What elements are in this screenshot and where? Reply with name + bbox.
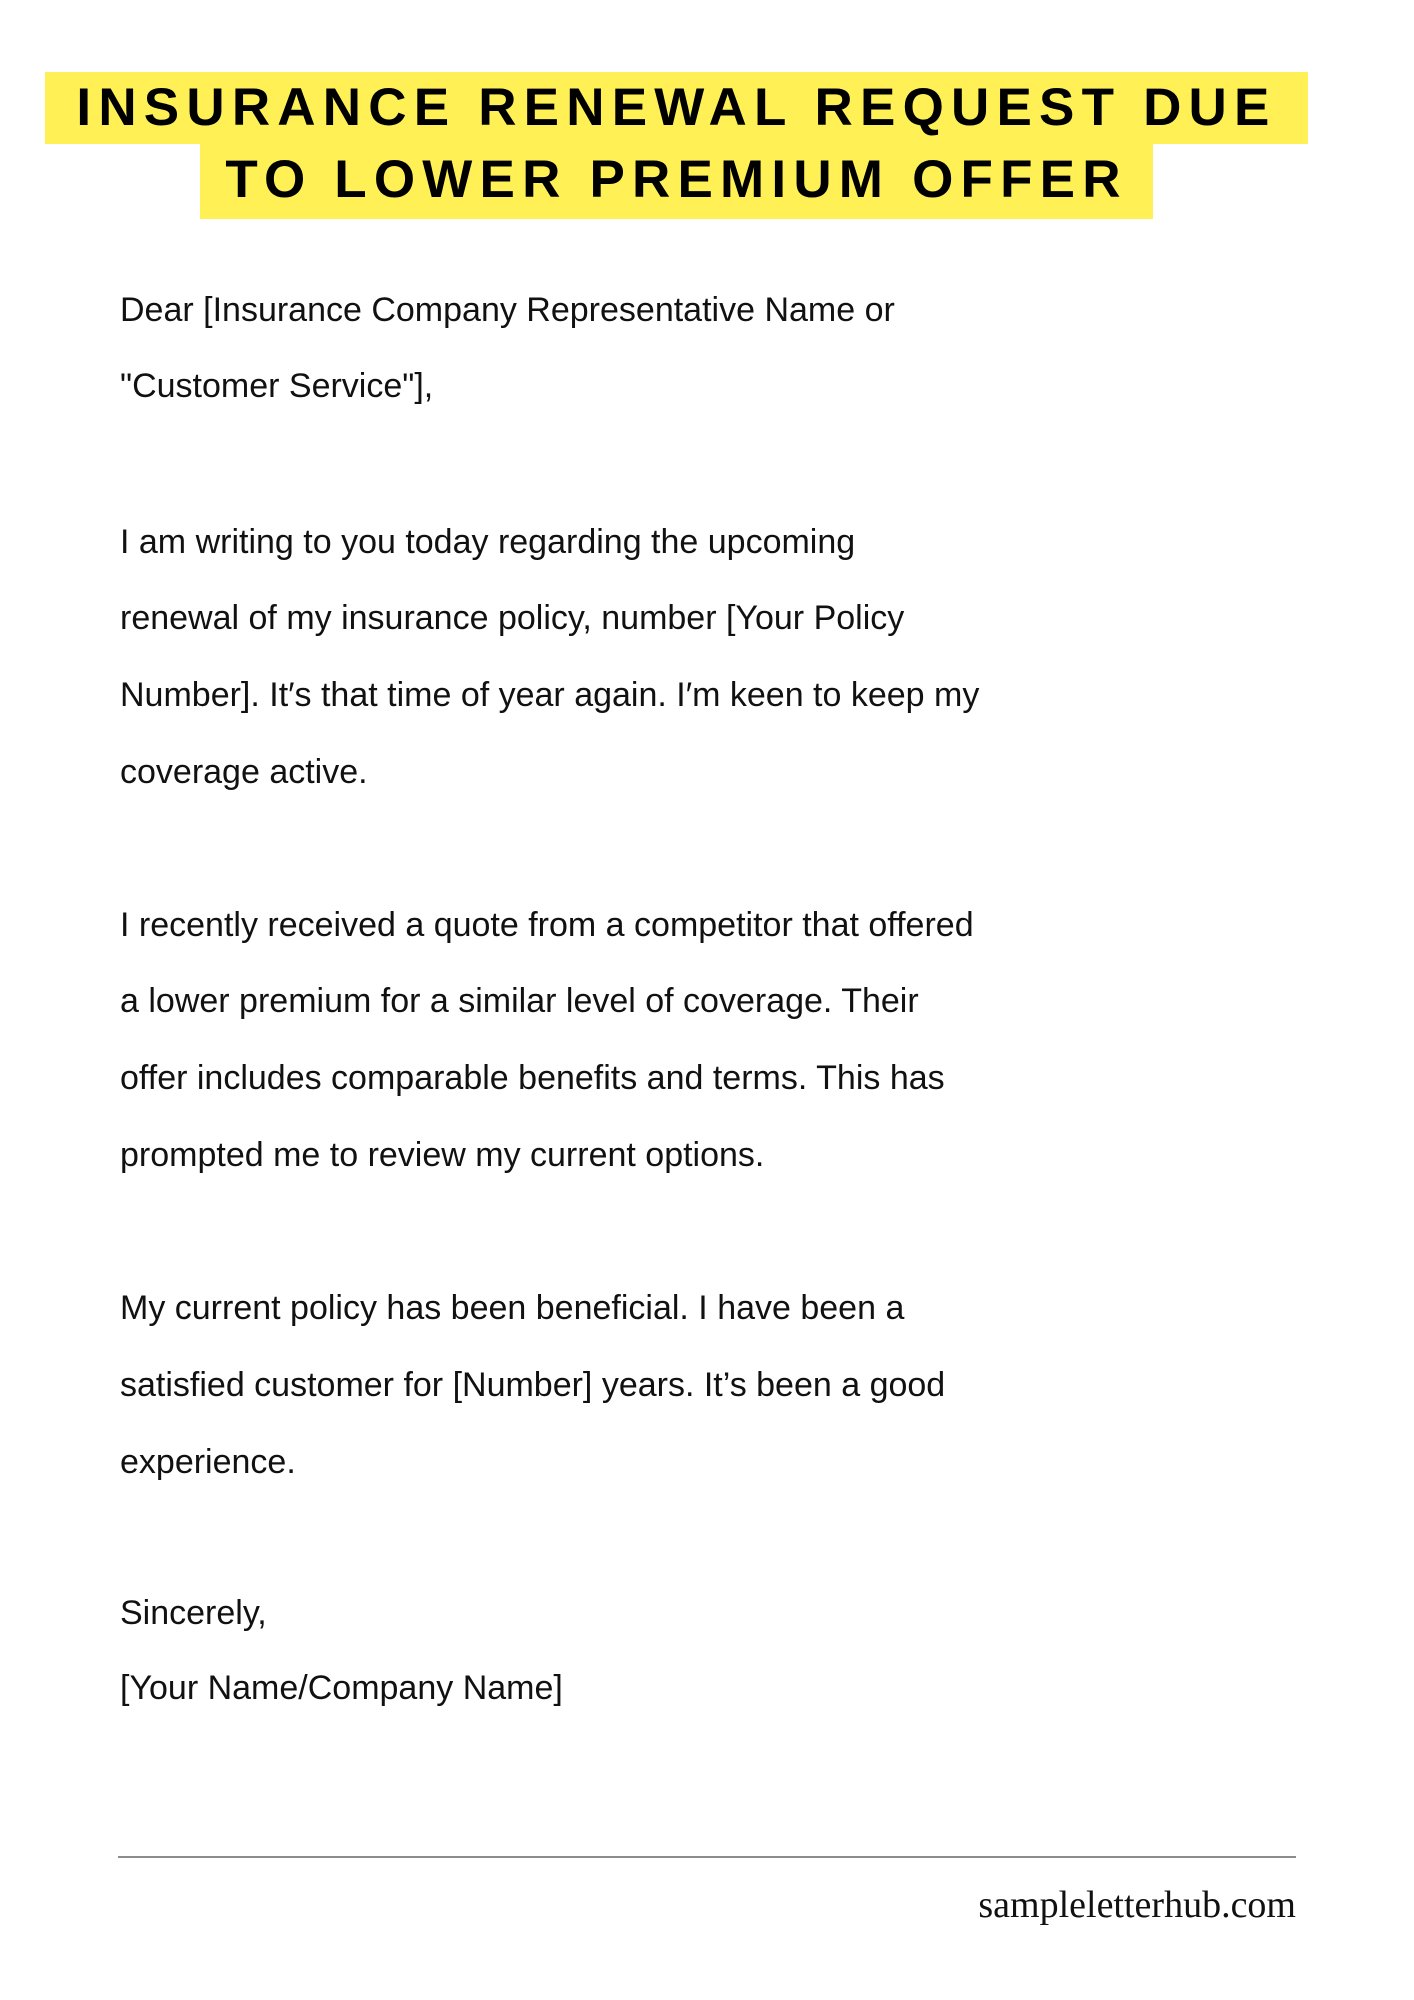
- salutation-line: "Customer Service"],: [120, 367, 434, 405]
- paragraph-1-line: renewal of my insurance policy, number [Your Policy: [120, 599, 905, 637]
- document-title-line-2: TO LOWER PREMIUM OFFER: [200, 144, 1153, 219]
- paragraph-2-line: a lower premium for a similar level of coverage. Their: [120, 982, 919, 1020]
- footer-site-name: sampleletterhub.com: [978, 1884, 1296, 1926]
- document-title-line-1: INSURANCE RENEWAL REQUEST DUE: [45, 72, 1308, 144]
- paragraph-2-line: I recently received a quote from a competitor that offered: [120, 906, 974, 944]
- salutation-line: Dear [Insurance Company Representative Name or: [120, 291, 895, 329]
- paragraph-1-line: coverage active.: [120, 753, 368, 791]
- paragraph-1-line: Number]. It′s that time of year again. I′m keen to keep my: [120, 676, 980, 714]
- paragraph-3-line: satisfied customer for [Number] years. It’s been a good: [120, 1366, 946, 1404]
- closing: Sincerely,: [120, 1594, 267, 1632]
- paragraph-3-line: My current policy has been beneficial. I have been a: [120, 1289, 905, 1327]
- footer-divider: [118, 1856, 1296, 1858]
- paragraph-3-line: experience.: [120, 1443, 296, 1481]
- paragraph-2-line: offer includes comparable benefits and terms. This has: [120, 1059, 945, 1097]
- paragraph-2-line: prompted me to review my current options.: [120, 1136, 765, 1174]
- paragraph-1-line: I am writing to you today regarding the upcoming: [120, 523, 856, 561]
- signature: [Your Name/Company Name]: [120, 1669, 563, 1707]
